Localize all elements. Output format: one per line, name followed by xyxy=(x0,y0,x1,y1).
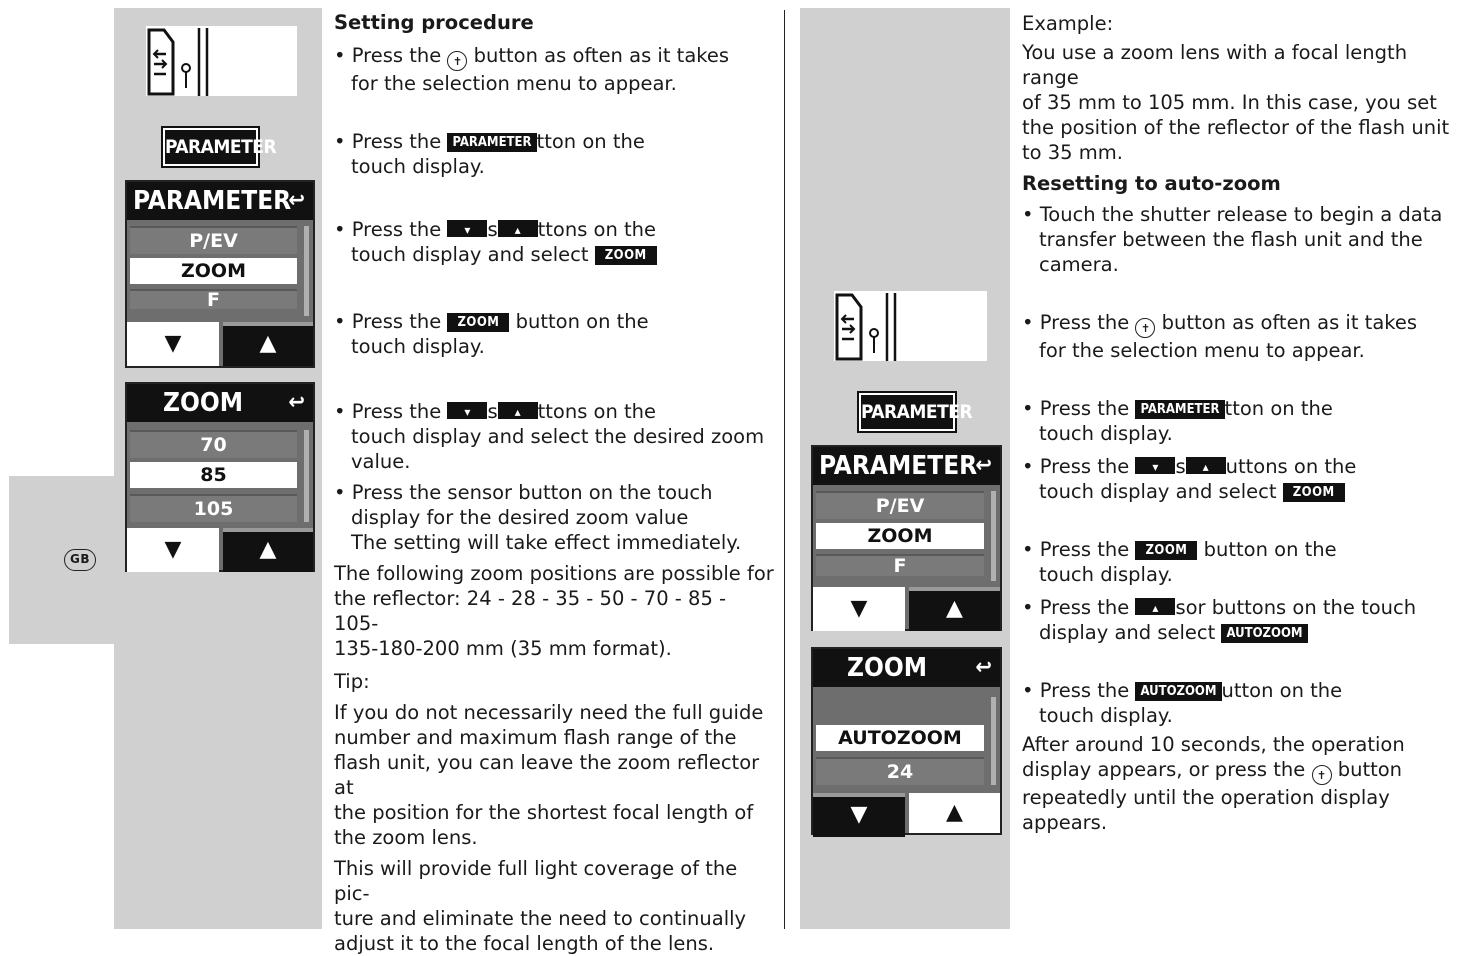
right-text-column xyxy=(1022,11,1462,835)
down-button-icon: ▼ xyxy=(127,322,219,366)
lcd-scrollbar xyxy=(304,226,309,316)
autozoom-tag: AUTOZOOM xyxy=(1221,624,1307,643)
lcd-item-selected: ZOOM xyxy=(816,523,984,549)
up-button-icon: ▲ xyxy=(223,322,313,366)
example-text: You use a zoom lens with a focal length range of 35 mm to 105 mm. In this case, you set the position of the reflector of the flash unit to 35 mm. xyxy=(1022,41,1450,164)
step-menu: • Press the ✝ button as often as it takes for the selection menu to appear. xyxy=(1022,311,1418,362)
side-tab xyxy=(9,476,115,644)
section-heading: Setting procedure xyxy=(334,11,534,34)
down-button-icon: ▼ xyxy=(813,587,905,631)
zoom-tag: ZOOM xyxy=(595,246,657,265)
lcd-item-selected: 85 xyxy=(130,462,297,488)
parameter-button-image: PARAMETER xyxy=(163,128,258,166)
lcd-title xyxy=(127,182,313,220)
parameter-screen-left xyxy=(125,180,315,368)
down-button-icon: ▾ xyxy=(447,220,487,237)
lcd-item-selected: AUTOZOOM xyxy=(816,725,984,751)
up-button-icon: ▴ xyxy=(1186,457,1226,474)
up-button-icon: ▲ xyxy=(223,528,313,572)
flash-head-icon xyxy=(146,26,297,96)
menu-button-icon: ✝ xyxy=(1312,765,1332,785)
final-text: After around 10 seconds, the operation display appears, or press the ✝ button repeatedly until the operation display appears. xyxy=(1022,733,1405,834)
step-parameter: • Press the PARAMETER tton on the touch display. xyxy=(1022,397,1333,445)
back-icon: ↩ xyxy=(975,453,992,478)
back-icon: ↩ xyxy=(288,390,305,415)
lcd-item: 70 xyxy=(130,430,297,458)
lcd-item: P/EV xyxy=(130,226,297,254)
step-arrows: • Press the ▾ s ▴ ttons on the touch display and select ZOOM xyxy=(334,218,657,266)
lcd-item: F xyxy=(130,289,297,309)
back-icon: ↩ xyxy=(975,655,992,680)
lcd-scrollbar xyxy=(991,491,996,581)
lcd-item: 105 xyxy=(130,494,297,522)
lcd-item xyxy=(816,693,984,719)
lcd-title xyxy=(127,384,313,422)
step-zoom: • Press the ZOOM button on the touch display. xyxy=(1022,538,1337,586)
lcd-item: F xyxy=(816,554,984,576)
back-icon: ↩ xyxy=(288,188,305,213)
autozoom-tag: AUTOZOOM xyxy=(1135,682,1221,701)
step-sensor: • Press the sensor button on the touch display for the desired zoom value The setting will take effect immediately. xyxy=(334,481,742,554)
lcd-item: P/EV xyxy=(816,491,984,519)
up-button-icon: ▲ xyxy=(909,793,1000,833)
tip-label: Tip: xyxy=(334,670,370,693)
lcd-scrollbar xyxy=(304,430,309,522)
parameter-tag: PARAMETER xyxy=(1135,400,1224,419)
step-parameter: • Press the PARAMETER tton on the touch display. xyxy=(334,130,645,178)
step-arrows: • Press the ▾ s ▴ uttons on the touch display and select ZOOM xyxy=(1022,455,1357,503)
example-label: Example: xyxy=(1022,12,1114,35)
zoom-tag: ZOOM xyxy=(447,313,509,332)
lcd-title xyxy=(813,649,1000,687)
lcd-title-text: PARAMETER xyxy=(133,186,292,216)
down-button-icon: ▾ xyxy=(1135,457,1175,474)
down-button-icon: ▼ xyxy=(127,528,219,572)
step-shutter: • Touch the shutter release to begin a data transfer between the flash unit and the camera. xyxy=(1022,203,1443,276)
down-button-icon: ▾ xyxy=(447,402,487,419)
flash-head-card xyxy=(146,26,297,96)
column-divider xyxy=(784,10,785,929)
lcd-title xyxy=(813,447,1000,485)
parameter-screen-right xyxy=(811,445,1002,631)
lcd-title-text: ZOOM xyxy=(847,653,928,683)
zoom-tag: ZOOM xyxy=(1283,483,1345,502)
parameter-tag: PARAMETER xyxy=(447,133,536,152)
lcd-title-text: ZOOM xyxy=(163,388,244,418)
parameter-button-image: PARAMETER xyxy=(859,393,955,431)
tip-text: If you do not necessarily need the full guide number and maximum flash range of the flash unit, you can leave the zoom reflector at the position for the shortest focal length of the zoom lens. xyxy=(334,701,764,849)
step-menu: • Press the ✝ button as often as it takes for the selection menu to appear. xyxy=(334,44,730,95)
menu-button-icon: ✝ xyxy=(1135,318,1155,338)
zoom-tag: ZOOM xyxy=(1135,541,1197,560)
up-button-icon: ▲ xyxy=(909,587,1000,631)
down-button-icon: ▼ xyxy=(813,793,905,837)
up-button-icon: ▴ xyxy=(498,220,538,237)
step-autozoom: • Press the AUTOZOOM utton on the touch display. xyxy=(1022,679,1343,727)
lcd-item: 24 xyxy=(816,757,984,785)
up-button-icon: ▴ xyxy=(498,402,538,419)
menu-button-icon: ✝ xyxy=(447,51,467,71)
step-zoom: • Press the ZOOM button on the touch display. xyxy=(334,310,649,358)
zoom-positions: The following zoom positions are possible for the reflector: 24 - 28 - 35 - 50 - 70 - 85 - 105- 135-180-200 mm (35 mm format). xyxy=(334,562,774,660)
lcd-scrollbar xyxy=(991,697,996,785)
zoom-screen-left xyxy=(125,382,315,572)
left-text-column xyxy=(334,10,774,956)
zoom-screen-right xyxy=(811,647,1002,835)
lcd-title-text: PARAMETER xyxy=(819,451,978,481)
coverage-text: This will provide full light coverage of the pic- ture and eliminate the need to continually adjust it to the focal length of the lens. xyxy=(334,857,747,955)
step-select-value: • Press the ▾ s ▴ ttons on the touch display and select the desired zoom value. xyxy=(334,400,765,473)
flash-head-card xyxy=(834,291,987,361)
up-button-icon: ▴ xyxy=(1135,598,1175,615)
language-badge: GB xyxy=(64,549,96,571)
step-sensor: • Press the ▴ sor buttons on the touch display and select AUTOZOOM xyxy=(1022,596,1417,644)
lcd-item-selected: ZOOM xyxy=(130,258,297,284)
reset-heading: Resetting to auto-zoom xyxy=(1022,172,1281,195)
flash-head-icon xyxy=(834,291,987,361)
